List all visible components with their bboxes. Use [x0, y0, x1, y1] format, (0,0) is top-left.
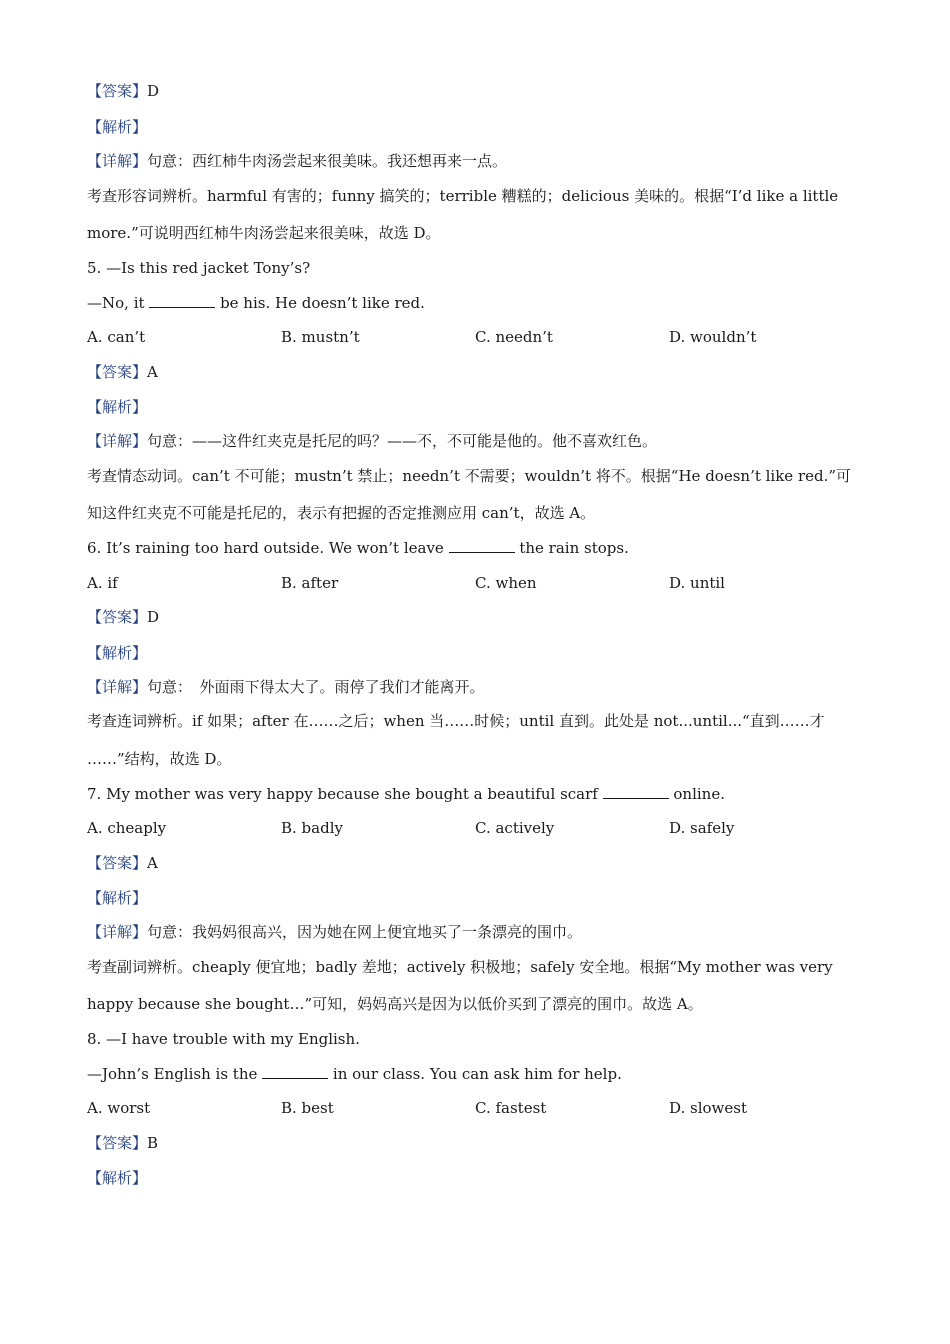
q5-answer: [87, 362, 867, 382]
q6-option-c: C. when: [475, 574, 537, 592]
q5-option-b: B. mustn’t: [281, 328, 360, 346]
answer-value: A: [147, 363, 158, 381]
q7-answer: [87, 853, 867, 873]
detail-text: 句意：——这件红夹克是托尼的吗？——不，不可能是他的。他不喜欢红色。: [147, 432, 658, 450]
q4-analysis: [87, 117, 867, 137]
q8-analysis: [87, 1168, 867, 1188]
q6-analysis: [87, 643, 867, 663]
q5-detail: [87, 431, 867, 451]
q7-option-b: B. badly: [281, 819, 343, 837]
answer-value: D: [147, 82, 160, 100]
q7-explanation-line-1: 考查副词辨析。cheaply 便宜地；badly 差地；actively 积极地；safely 安全地。根据“My mother was very: [87, 958, 833, 976]
q5-analysis: [87, 397, 867, 417]
answer-tag: 【答案】: [87, 1134, 148, 1152]
answer-blank: [262, 1064, 328, 1079]
q7-detail: [87, 922, 867, 942]
detail-text: 句意：我妈妈很高兴，因为她在网上便宜地买了一条漂亮的围巾。: [147, 923, 583, 941]
q8-stem-line-2: [87, 1064, 867, 1084]
answer-blank: [449, 538, 515, 553]
analysis-tag: 【解析】: [87, 889, 148, 907]
detail-tag: 【详解】: [87, 152, 148, 170]
q6-explanation-line-1: 考查连词辨析。if 如果；after 在……之后；when 当……时候；until 直到。此处是 not...until...“直到……才: [87, 712, 825, 730]
q4-explanation-line-1: 考查形容词辨析。harmful 有害的；funny 搞笑的；terrible 糟糕的；delicious 美味的。根据“I’d like a little: [87, 187, 839, 205]
answer-tag: 【答案】: [87, 82, 148, 100]
answer-value: D: [147, 608, 160, 626]
q4-explanation-line-2: more.”可说明西红柿牛肉汤尝起来很美味，故选 D。: [87, 224, 441, 242]
q5-explanation-line-2: 知这件红夹克不可能是托尼的，表示有把握的否定推测应用 can’t，故选 A。: [87, 504, 596, 522]
answer-tag: 【答案】: [87, 608, 148, 626]
q6-stem: [87, 538, 867, 558]
q7-stem-pre: 7. My mother was very happy because she bought a beautiful scarf: [87, 785, 603, 803]
q8-stem-line-1: 8. —I have trouble with my English.: [87, 1030, 360, 1048]
q5-option-a: A. can’t: [87, 328, 146, 346]
answer-value: A: [147, 854, 158, 872]
q4-detail: [87, 151, 867, 171]
answer-value: B: [147, 1134, 159, 1152]
detail-text: 句意： 外面雨下得太大了。雨停了我们才能离开。: [147, 678, 485, 696]
q8-option-d: D. slowest: [669, 1099, 747, 1117]
answer-blank: [149, 293, 215, 308]
q5-option-d: D. wouldn’t: [669, 328, 757, 346]
analysis-tag: 【解析】: [87, 644, 148, 662]
q6-option-d: D. until: [669, 574, 725, 592]
q5-option-c: C. needn’t: [475, 328, 553, 346]
q8-stem-pre: —John’s English is the: [87, 1065, 263, 1083]
q7-stem-post: online.: [668, 785, 725, 803]
analysis-tag: 【解析】: [87, 118, 148, 136]
q6-stem-pre: 6. It’s raining too hard outside. We won’t leave: [87, 539, 449, 557]
analysis-tag: 【解析】: [87, 398, 148, 416]
answer-blank: [603, 784, 669, 799]
q5-stem-line-2: [87, 293, 867, 313]
q7-option-c: C. actively: [475, 819, 555, 837]
q5-explanation-line-1: 考查情态动词。can’t 不可能；mustn’t 禁止；needn’t 不需要；wouldn’t 将不。根据“He doesn’t like red.”可: [87, 467, 852, 485]
q8-stem-post: in our class. You can ask him for help.: [328, 1065, 622, 1083]
q7-explanation-line-2: happy because she bought…”可知，妈妈高兴是因为以低价买到了漂亮的围巾。故选 A。: [87, 995, 703, 1013]
analysis-tag: 【解析】: [87, 1169, 148, 1187]
detail-text: 句意：西红柿牛肉汤尝起来很美味。我还想再来一点。: [147, 152, 508, 170]
q5-stem-pre: —No, it: [87, 294, 150, 312]
q8-option-b: B. best: [281, 1099, 334, 1117]
answer-tag: 【答案】: [87, 854, 148, 872]
detail-tag: 【详解】: [87, 923, 148, 941]
q6-option-b: B. after: [281, 574, 339, 592]
q5-stem-line-1: 5. —Is this red jacket Tony’s?: [87, 259, 311, 277]
q6-explanation-line-2: ……”结构，故选 D。: [87, 750, 232, 768]
q6-detail: [87, 677, 867, 697]
q7-analysis: [87, 888, 867, 908]
q4-answer: [87, 81, 867, 101]
q7-stem: [87, 784, 867, 804]
q7-option-d: D. safely: [669, 819, 735, 837]
q8-answer: [87, 1133, 867, 1153]
q7-option-a: A. cheaply: [87, 819, 167, 837]
q8-option-c: C. fastest: [475, 1099, 547, 1117]
detail-tag: 【详解】: [87, 432, 148, 450]
q6-stem-post: the rain stops.: [514, 539, 629, 557]
q6-option-a: A. if: [87, 574, 118, 592]
q8-option-a: A. worst: [87, 1099, 151, 1117]
q6-answer: [87, 607, 867, 627]
answer-tag: 【答案】: [87, 363, 148, 381]
q5-stem-post: be his. He doesn’t like red.: [215, 294, 425, 312]
detail-tag: 【详解】: [87, 678, 148, 696]
